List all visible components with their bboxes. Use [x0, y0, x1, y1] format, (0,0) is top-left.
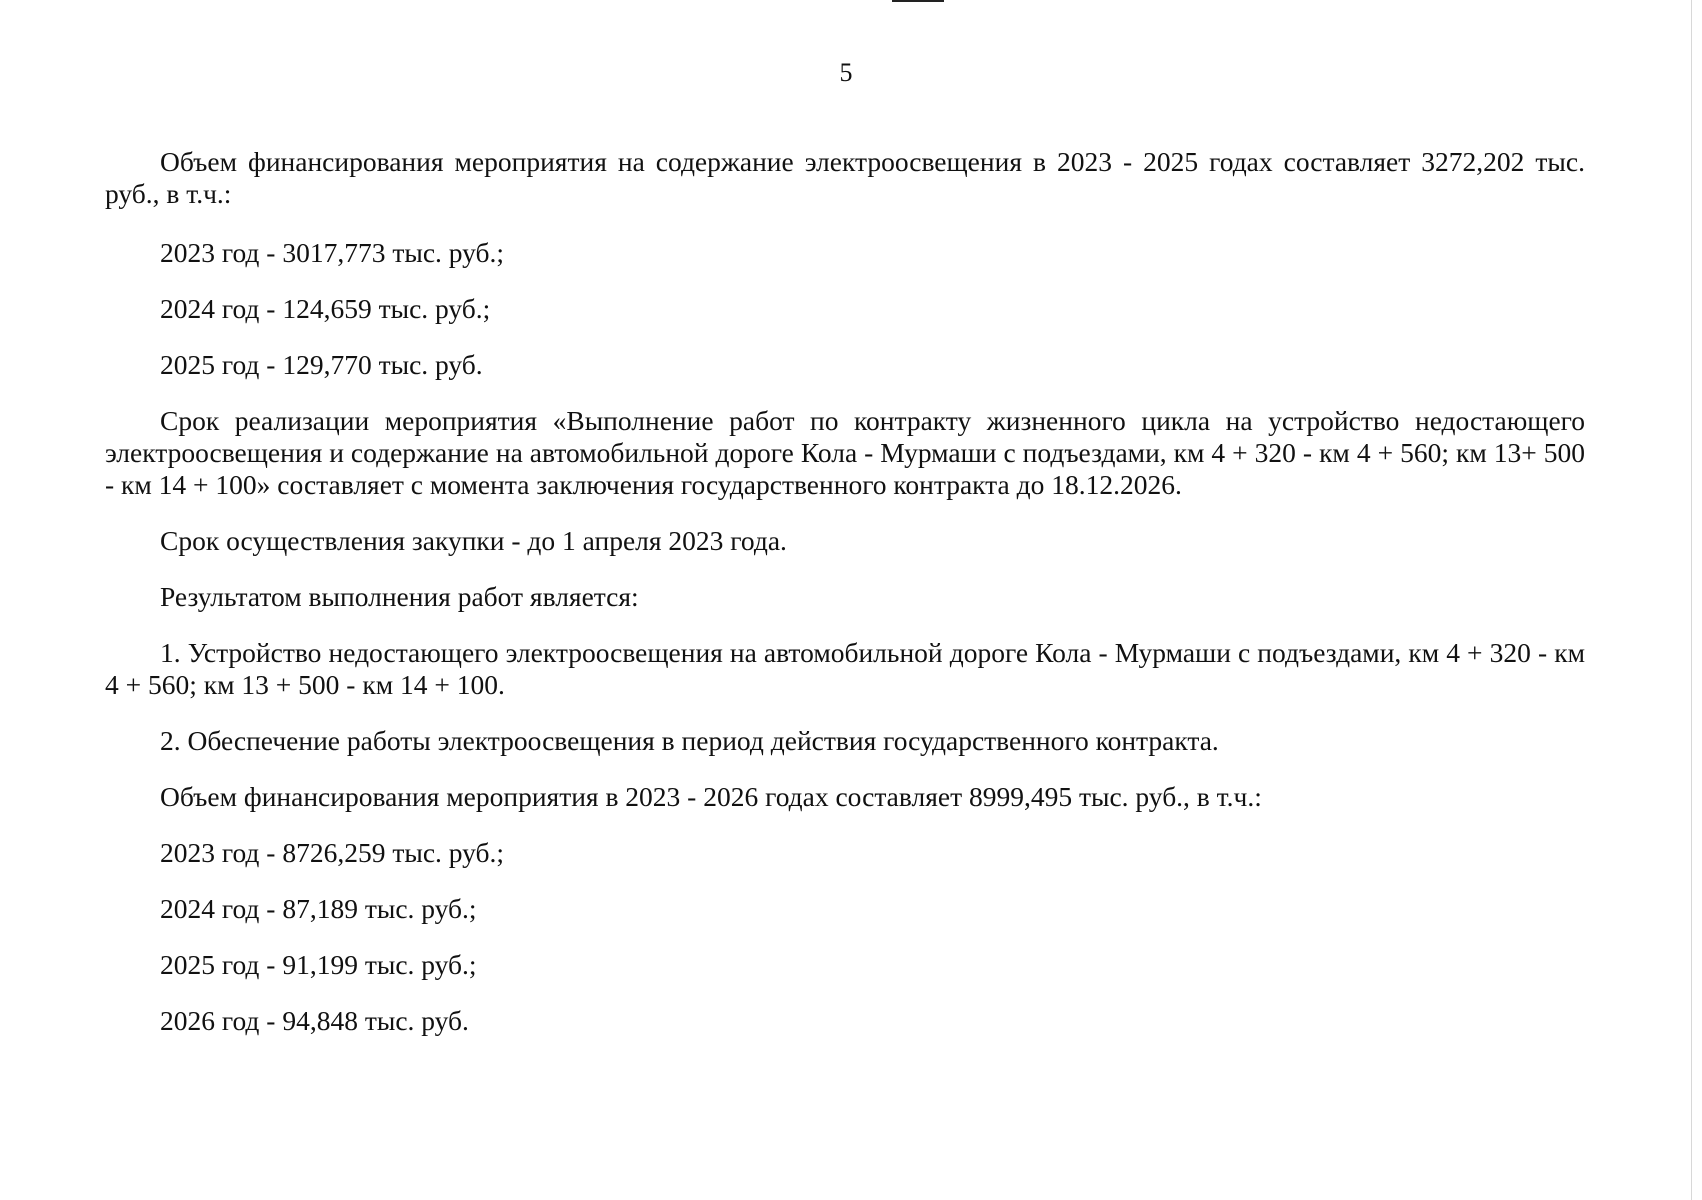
paragraph-2026-total: 2026 год - 94,848 тыс. руб.: [160, 1005, 469, 1036]
paragraph-result-1: 1. Устройство недостающего электроосвещения на автомобильной дороге Кола - Мурмаши с подъездами, км 4 + 320 - км 4 + 560; км 13 + 500 - км 14 + 100.: [105, 637, 1585, 700]
paragraph-results-heading: Результатом выполнения работ является:: [160, 581, 639, 612]
document-body: [105, 146, 1585, 1037]
paragraph-2023-amount: 2023 год - 3017,773 тыс. руб.;: [160, 237, 505, 268]
paragraph-2024-amount: 2024 год - 124,659 тыс. руб.;: [160, 293, 491, 324]
page-right-edge: [1691, 0, 1692, 1200]
paragraph-2025-total: 2025 год - 91,199 тыс. руб.;: [160, 949, 477, 980]
paragraph-implementation-term: Срок реализации мероприятия «Выполнение работ по контракту жизненного цикла на устройство недостающего электроосвещения и содержание на автомобильной дороге Кола - Мурмаши с подъездами, км 4 + 320 - км 4 + 560; км 13+ 500 - км 14 + 100» составляет с момента заключения государственного контракта до 18.12.2026.: [105, 405, 1585, 500]
top-edge-mark: [892, 0, 944, 2]
paragraph-2025-amount: 2025 год - 129,770 тыс. руб.: [160, 349, 483, 380]
paragraph-2024-total: 2024 год - 87,189 тыс. руб.;: [160, 893, 477, 924]
paragraph-2023-total: 2023 год - 8726,259 тыс. руб.;: [160, 837, 505, 868]
paragraph-result-2: 2. Обеспечение работы электроосвещения в период действия государственного контракта.: [160, 725, 1219, 756]
page-number: 5: [839, 58, 853, 87]
paragraph-total-funding: Объем финансирования мероприятия в 2023 - 2026 годах составляет 8999,495 тыс. руб., в т.ч.:: [160, 781, 1262, 812]
paragraph-procurement-term: Срок осуществления закупки - до 1 апреля 2023 года.: [160, 525, 787, 556]
paragraph-lighting-funding: Объем финансирования мероприятия на содержание электроосвещения в 2023 - 2025 годах составляет 3272,202 тыс. руб., в т.ч.:: [105, 146, 1585, 209]
